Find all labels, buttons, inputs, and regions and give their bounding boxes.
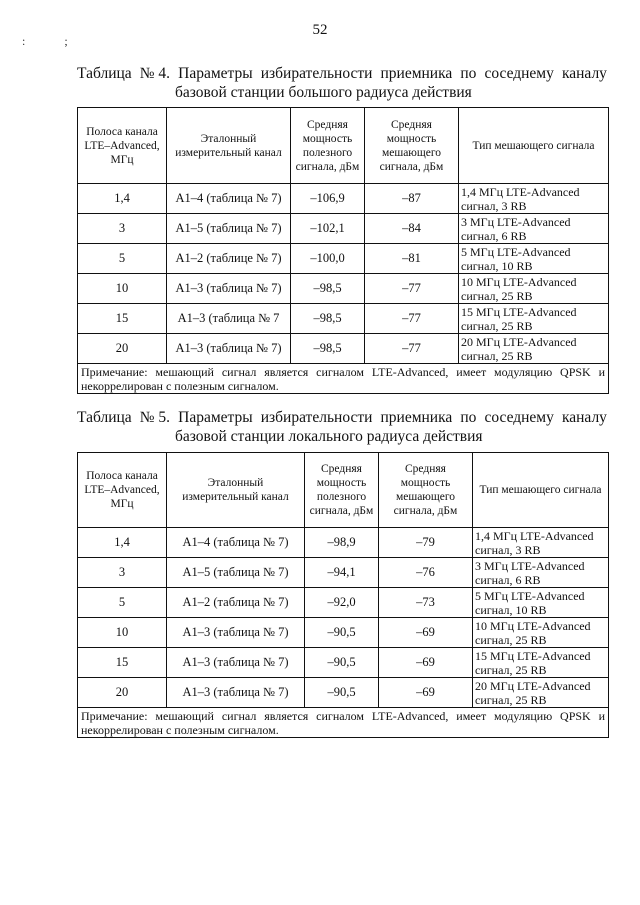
cell-interferer-type: 15 МГц LTE-Advanced сигнал, 25 RB bbox=[473, 648, 609, 678]
header-bandwidth: Полоса канала LTE–Advanced, МГц bbox=[78, 108, 167, 184]
table4-caption-line1 bbox=[77, 64, 607, 83]
cell-interferer-power: –77 bbox=[365, 304, 459, 334]
table-note-row bbox=[78, 364, 609, 394]
table5 bbox=[77, 452, 609, 738]
cell-bandwidth: 10 bbox=[78, 618, 167, 648]
cell-bandwidth: 5 bbox=[78, 244, 167, 274]
cell-interferer-power: –79 bbox=[379, 528, 473, 558]
caption-word: приемника bbox=[380, 65, 453, 82]
cell-interferer-type: 1,4 МГц LTE-Advanced сигнал, 3 RB bbox=[459, 184, 609, 214]
cell-interferer-type: 5 МГц LTE-Advanced сигнал, 10 RB bbox=[459, 244, 609, 274]
cell-ref-channel: А1–3 (таблица № 7) bbox=[167, 618, 305, 648]
header-interferer-type: Тип мешающего сигнала bbox=[459, 108, 609, 184]
cell-interferer-type: 3 МГц LTE-Advanced сигнал, 6 RB bbox=[459, 214, 609, 244]
cell-wanted-power: –98,5 bbox=[291, 334, 365, 364]
caption-word: каналу bbox=[561, 65, 607, 82]
table-header-row bbox=[78, 453, 609, 528]
page-number: 52 bbox=[312, 22, 328, 38]
header-wanted-power: Средняя мощность полезного сигнала, дБм bbox=[305, 453, 379, 528]
scan-specks: : ; bbox=[22, 34, 86, 48]
header-ref-channel: Эталонный измерительный канал bbox=[167, 453, 305, 528]
cell-wanted-power: –106,9 bbox=[291, 184, 365, 214]
cell-ref-channel: А1–2 (таблице № 7) bbox=[167, 244, 291, 274]
caption-word: по bbox=[460, 65, 477, 82]
cell-wanted-power: –98,5 bbox=[291, 274, 365, 304]
cell-bandwidth: 1,4 bbox=[78, 528, 167, 558]
caption-word: избирательности bbox=[260, 409, 373, 426]
cell-interferer-type: 20 МГц LTE-Advanced сигнал, 25 RB bbox=[473, 678, 609, 708]
table5-caption-line1 bbox=[77, 408, 607, 427]
caption-word: каналу bbox=[561, 409, 607, 426]
cell-interferer-type: 10 МГц LTE-Advanced сигнал, 25 RB bbox=[459, 274, 609, 304]
cell-wanted-power: –98,9 bbox=[305, 528, 379, 558]
cell-wanted-power: –90,5 bbox=[305, 618, 379, 648]
caption-word: приемника bbox=[380, 409, 453, 426]
caption-word: соседнему bbox=[484, 409, 554, 426]
cell-interferer-power: –87 bbox=[365, 184, 459, 214]
caption-word: избирательности bbox=[260, 65, 373, 82]
header-bandwidth: Полоса канала LTE–Advanced, МГц bbox=[78, 453, 167, 528]
table-row bbox=[78, 588, 609, 618]
cell-interferer-power: –81 bbox=[365, 244, 459, 274]
table5-caption-line2: базовой станции локального радиуса действия bbox=[175, 428, 483, 445]
cell-bandwidth: 15 bbox=[78, 304, 167, 334]
cell-bandwidth: 1,4 bbox=[78, 184, 167, 214]
cell-ref-channel: А1–3 (таблица № 7) bbox=[167, 274, 291, 304]
cell-interferer-power: –77 bbox=[365, 274, 459, 304]
cell-wanted-power: –90,5 bbox=[305, 678, 379, 708]
cell-bandwidth: 10 bbox=[78, 274, 167, 304]
table-row bbox=[78, 558, 609, 588]
header-interferer-power: Средняя мощность мешающего сигнала, дБм bbox=[365, 108, 459, 184]
cell-bandwidth: 20 bbox=[78, 334, 167, 364]
cell-ref-channel: А1–5 (таблица № 7) bbox=[167, 558, 305, 588]
cell-wanted-power: –100,0 bbox=[291, 244, 365, 274]
cell-interferer-power: –76 bbox=[379, 558, 473, 588]
table-row bbox=[78, 184, 609, 214]
caption-word: Параметры bbox=[178, 65, 253, 82]
table-row bbox=[78, 528, 609, 558]
header-interferer-power: Средняя мощность мешающего сигнала, дБм bbox=[379, 453, 473, 528]
cell-ref-channel: А1–2 (таблица № 7) bbox=[167, 588, 305, 618]
table-note-row bbox=[78, 708, 609, 738]
cell-interferer-power: –69 bbox=[379, 678, 473, 708]
table-row bbox=[78, 648, 609, 678]
cell-wanted-power: –90,5 bbox=[305, 648, 379, 678]
header-wanted-power: Средняя мощность полезного сигнала, дБм bbox=[291, 108, 365, 184]
cell-interferer-power: –69 bbox=[379, 648, 473, 678]
cell-ref-channel: А1–3 (таблица № 7) bbox=[167, 334, 291, 364]
cell-ref-channel: А1–5 (таблица № 7) bbox=[167, 214, 291, 244]
cell-ref-channel: А1–4 (таблица № 7) bbox=[167, 528, 305, 558]
cell-interferer-type: 3 МГц LTE-Advanced сигнал, 6 RB bbox=[473, 558, 609, 588]
cell-wanted-power: –94,1 bbox=[305, 558, 379, 588]
table4-caption bbox=[77, 64, 607, 102]
cell-bandwidth: 20 bbox=[78, 678, 167, 708]
table-row bbox=[78, 334, 609, 364]
table-row bbox=[78, 678, 609, 708]
header-ref-channel: Эталонный измерительный канал bbox=[167, 108, 291, 184]
caption-word: № 5. bbox=[139, 409, 171, 426]
caption-word: по bbox=[460, 409, 477, 426]
cell-interferer-power: –69 bbox=[379, 618, 473, 648]
caption-word: Таблица bbox=[77, 409, 132, 426]
cell-interferer-type: 1,4 МГц LTE-Advanced сигнал, 3 RB bbox=[473, 528, 609, 558]
table4 bbox=[77, 107, 609, 394]
caption-word: соседнему bbox=[484, 65, 554, 82]
cell-interferer-power: –84 bbox=[365, 214, 459, 244]
cell-wanted-power: –98,5 bbox=[291, 304, 365, 334]
cell-interferer-power: –77 bbox=[365, 334, 459, 364]
cell-bandwidth: 15 bbox=[78, 648, 167, 678]
table4-caption-line2: базовой станции большого радиуса действия bbox=[175, 84, 472, 101]
cell-interferer-power: –73 bbox=[379, 588, 473, 618]
cell-ref-channel: А1–3 (таблица № 7 bbox=[167, 304, 291, 334]
cell-interferer-type: 10 МГц LTE-Advanced сигнал, 25 RB bbox=[473, 618, 609, 648]
cell-interferer-type: 5 МГц LTE-Advanced сигнал, 10 RB bbox=[473, 588, 609, 618]
caption-word: Параметры bbox=[178, 409, 253, 426]
cell-interferer-type: 20 МГц LTE-Advanced сигнал, 25 RB bbox=[459, 334, 609, 364]
table-row bbox=[78, 304, 609, 334]
table-row bbox=[78, 618, 609, 648]
cell-bandwidth: 3 bbox=[78, 214, 167, 244]
cell-ref-channel: А1–4 (таблица № 7) bbox=[167, 184, 291, 214]
table-note: Примечание: мешающий сигнал является сигналом LTE-Advanced, имеет модуляцию QPSK и некоррелирован с полезным сигналом. bbox=[78, 708, 609, 738]
cell-ref-channel: А1–3 (таблица № 7) bbox=[167, 678, 305, 708]
cell-bandwidth: 5 bbox=[78, 588, 167, 618]
cell-bandwidth: 3 bbox=[78, 558, 167, 588]
header-interferer-type: Тип мешающего сигнала bbox=[473, 453, 609, 528]
cell-wanted-power: –92,0 bbox=[305, 588, 379, 618]
table-note: Примечание: мешающий сигнал является сигналом LTE-Advanced, имеет модуляцию QPSK и некоррелирован с полезным сигналом. bbox=[78, 364, 609, 394]
cell-ref-channel: А1–3 (таблица № 7) bbox=[167, 648, 305, 678]
table-row bbox=[78, 274, 609, 304]
caption-word: № 4. bbox=[139, 65, 171, 82]
table-row bbox=[78, 214, 609, 244]
cell-interferer-type: 15 МГц LTE-Advanced сигнал, 25 RB bbox=[459, 304, 609, 334]
caption-word: Таблица bbox=[77, 65, 132, 82]
table-row bbox=[78, 244, 609, 274]
table-header-row bbox=[78, 108, 609, 184]
cell-wanted-power: –102,1 bbox=[291, 214, 365, 244]
table5-caption bbox=[77, 408, 607, 446]
